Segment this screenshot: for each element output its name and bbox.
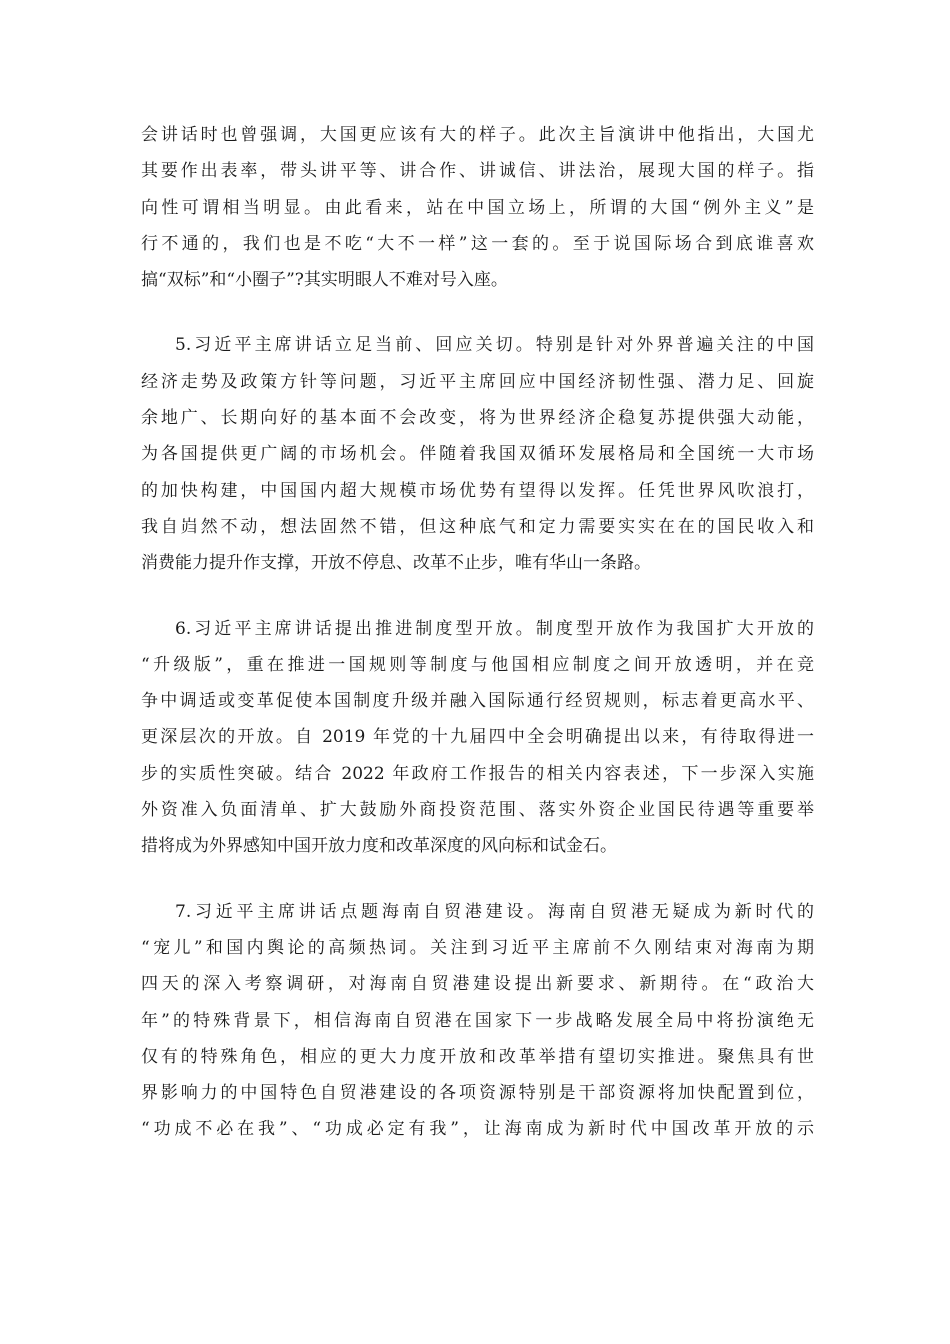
text-line: 步的实质性突破。结合 2022 年政府工作报告的相关内容表述，下一步深入实施 bbox=[141, 763, 814, 784]
text-line: 年”的特殊背景下，相信海南自贸港在国家下一步战略发展全局中将扮演绝无 bbox=[141, 1010, 814, 1031]
document-body bbox=[141, 117, 814, 1177]
text-line: 向性可谓相当明显。由此看来，站在中国立场上，所谓的大国“例外主义”是 bbox=[141, 197, 814, 218]
text-line: 其要作出表率，带头讲平等、讲合作、讲诚信、讲法治，展现大国的样子。指 bbox=[141, 161, 814, 182]
text-line: 外资准入负面清单、扩大鼓励外商投资范围、落实外资企业国民待遇等重要举 bbox=[141, 800, 814, 821]
text-line: 经济走势及政策方针等问题，习近平主席回应中国经济韧性强、潜力足、回旋 bbox=[141, 371, 814, 392]
text-line: 7.习近平主席讲话点题海南自贸港建设。海南自贸港无疑成为新时代的 bbox=[175, 901, 814, 922]
text-line: 为各国提供更广阔的市场机会。伴随着我国双循环发展格局和全国统一大市场 bbox=[141, 444, 814, 465]
text-line: 我自岿然不动，想法固然不错，但这种底气和定力需要实实在在的国民收入和 bbox=[141, 516, 814, 537]
text-line: 搞“双标”和“小圈子”?其实明眼人不难对号入座。 bbox=[141, 270, 508, 291]
text-line: 5.习近平主席讲话立足当前、回应关切。特别是针对外界普遍关注的中国 bbox=[175, 335, 814, 356]
paragraph-point-5 bbox=[141, 327, 814, 581]
text-line: 四天的深入考察调研，对海南自贸港建设提出新要求、新期待。在“政治大 bbox=[141, 974, 814, 995]
text-line: 6.习近平主席讲话提出推进制度型开放。制度型开放作为我国扩大开放的 bbox=[175, 618, 814, 639]
text-line: 会讲话时也曾强调，大国更应该有大的样子。此次主旨演讲中他指出，大国尤 bbox=[141, 125, 814, 145]
text-line: 措将成为外界感知中国开放力度和改革深度的风向标和试金石。 bbox=[141, 836, 617, 857]
text-line: 行不通的，我们也是不吃“大不一样”这一套的。至于说国际场合到底谁喜欢 bbox=[141, 233, 814, 254]
text-line: 争中调适或变革促使本国制度升级并融入国际通行经贸规则，标志着更高水平、 bbox=[141, 691, 814, 712]
text-line: 界影响力的中国特色自贸港建设的各项资源特别是干部资源将加快配置到位， bbox=[141, 1083, 814, 1104]
text-line: “升级版”，重在推进一国规则等制度与他国相应制度之间开放透明，并在竞 bbox=[141, 654, 814, 675]
paragraph-point-7 bbox=[141, 894, 814, 1148]
text-line: “宠儿”和国内舆论的高频热词。关注到习近平主席前不久刚结束对海南为期 bbox=[141, 937, 814, 958]
paragraph-continuation bbox=[141, 117, 814, 298]
paragraph-point-6 bbox=[141, 611, 814, 865]
text-line: “功成不必在我”、“功成必定有我”，让海南成为新时代中国改革开放的示 bbox=[141, 1119, 814, 1140]
text-line: 消费能力提升作支撑，开放不停息、改革不止步，唯有华山一条路。 bbox=[141, 553, 651, 574]
text-line: 更深层次的开放。自 2019 年党的十九届四中全会明确提出以来，有待取得进一 bbox=[141, 727, 814, 748]
text-line: 仅有的特殊角色，相应的更大力度开放和改革举措有望切实推进。聚焦具有世 bbox=[141, 1046, 814, 1067]
text-line: 余地广、长期向好的基本面不会改变，将为世界经济企稳复苏提供强大动能， bbox=[141, 408, 814, 429]
text-line: 的加快构建，中国国内超大规模市场优势有望得以发挥。任凭世界风吹浪打， bbox=[141, 480, 814, 501]
